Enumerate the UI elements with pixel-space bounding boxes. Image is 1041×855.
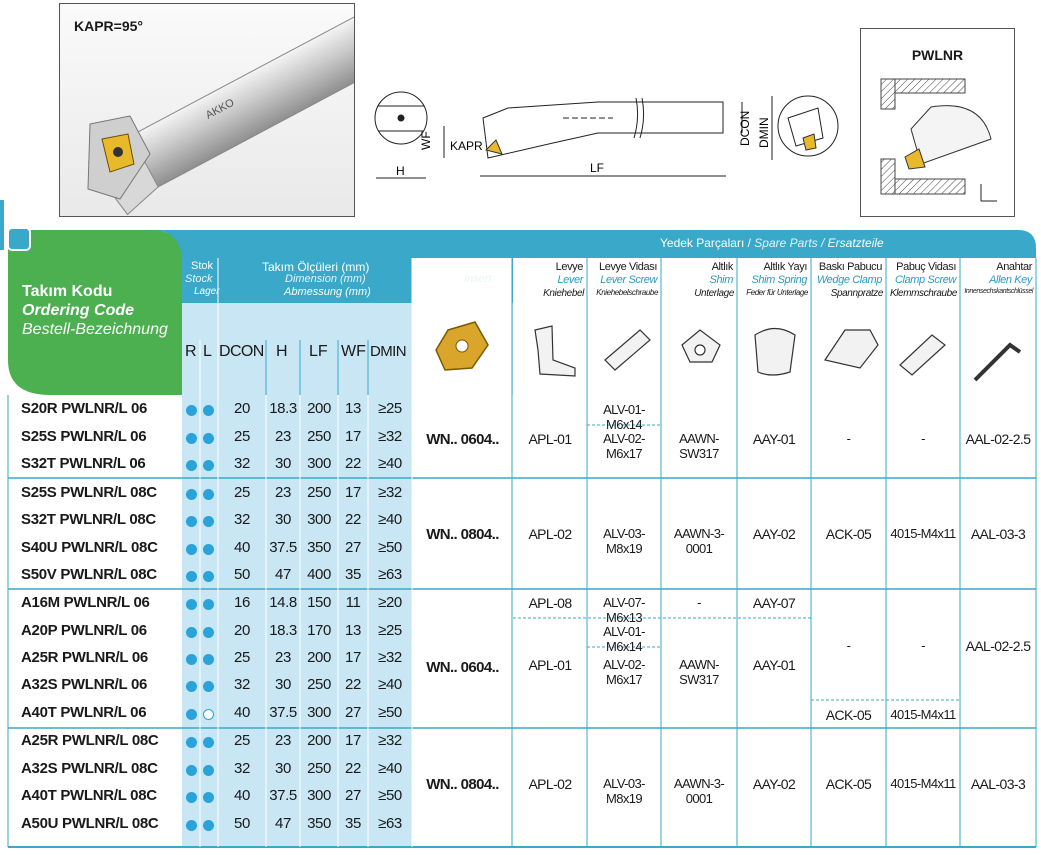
dim-wf: 17 — [345, 484, 361, 501]
stock-header-en: Stock — [185, 273, 213, 285]
stock-r-indicator — [186, 516, 197, 527]
dim-dcon: 50 — [234, 815, 250, 832]
wf-label: WF — [419, 131, 433, 150]
dim-wf: 17 — [345, 649, 361, 666]
dim-wf: 17 — [345, 428, 361, 445]
dim-lf: 150 — [307, 594, 331, 611]
col-r: R — [185, 343, 197, 360]
part-header-de: Unterlage — [694, 288, 734, 299]
dim-lf: 250 — [307, 760, 331, 777]
dim-h: 47 — [275, 815, 291, 832]
wedge-clamp-code: ACK-05 — [825, 707, 872, 723]
stock-l-indicator — [203, 765, 214, 776]
ordering-code: A25R PWLNR/L 06 — [21, 649, 148, 666]
stock-l-indicator — [203, 433, 214, 444]
allen-key-code: AAL-03-3 — [970, 526, 1026, 542]
shim-code: AAWN-SW317 — [679, 657, 719, 687]
part-header-en: Shim — [709, 274, 733, 286]
shim-code: AAWN-3-0001 — [673, 526, 725, 556]
lever-code: APL-01 — [528, 657, 572, 673]
col-l: L — [203, 343, 212, 360]
dim-dmin: ≥40 — [378, 676, 402, 693]
dim-dcon: 40 — [234, 787, 250, 804]
pwlnr-title: PWLNR — [911, 47, 964, 63]
lever-code: APL-01 — [528, 431, 572, 447]
clamp-screw-code: 4015-M4x11 — [890, 526, 956, 541]
dim-dmin: ≥20 — [378, 594, 402, 611]
wedge-clamp-code: ACK-05 — [825, 776, 872, 792]
insert-code: WN.. 0604.. — [426, 659, 499, 676]
lever-screw-code: ALV-01-M6x14 — [603, 624, 645, 654]
dim-dcon: 25 — [234, 732, 250, 749]
dim-h: 14.8 — [269, 594, 297, 611]
dim-wf: 11 — [345, 594, 361, 611]
dim-dmin: ≥32 — [378, 428, 402, 445]
lever-screw-code: ALV-01-M6x14 — [603, 402, 645, 432]
spare-header — [660, 236, 884, 250]
clamp-screw-code: - — [921, 638, 925, 653]
insert-code: WN.. 0804.. — [426, 776, 499, 793]
dim-h: 23 — [275, 428, 291, 445]
dim-lf: 200 — [307, 732, 331, 749]
part-header-tr: Altlık Yayı — [763, 261, 807, 273]
stock-l-indicator — [203, 405, 214, 416]
stock-l-indicator — [203, 571, 214, 582]
allen-key-code: AAL-02-2.5 — [965, 431, 1031, 447]
wedge-clamp-code: - — [846, 638, 851, 653]
part-header-en: Allen Key — [989, 274, 1032, 286]
dim-lf: 300 — [307, 704, 331, 721]
dim-lf: 350 — [307, 815, 331, 832]
dim-dmin: ≥50 — [378, 704, 402, 721]
part-header-de: Spannpratze — [830, 288, 883, 299]
dim-dcon: 32 — [234, 760, 250, 777]
dim-wf: 22 — [345, 511, 361, 528]
clamp-screw-code: 4015-M4x11 — [890, 776, 956, 791]
ordering-code: S32T PWLNR/L 08C — [21, 511, 156, 528]
ordering-code: S32T PWLNR/L 06 — [21, 455, 146, 472]
col-wf: WF — [341, 343, 366, 360]
allen-key-code: AAL-03-3 — [970, 776, 1026, 792]
part-header-tr: Levye Vidası — [599, 261, 657, 273]
col-h: H — [276, 343, 288, 360]
dim-dcon: 20 — [234, 400, 250, 417]
dim-wf: 35 — [345, 566, 361, 583]
shim-code: AAWN-SW317 — [679, 431, 719, 461]
dim-lf: 200 — [307, 649, 331, 666]
dim-h: 23 — [275, 484, 291, 501]
ordering-code: A16M PWLNR/L 06 — [21, 594, 150, 611]
ordering-code: A40T PWLNR/L 06 — [21, 704, 147, 721]
dim-wf: 35 — [345, 815, 361, 832]
shim-spring-code: AAY-01 — [752, 657, 796, 673]
wedge-clamp-code: ACK-05 — [825, 526, 872, 542]
lever-screw-code: ALV-03-M8x19 — [603, 526, 645, 556]
brand-mark: AKKO — [203, 96, 237, 122]
insert-code: WN.. 0804.. — [426, 526, 499, 543]
dim-wf: 13 — [345, 622, 361, 639]
stock-l-indicator — [203, 709, 214, 720]
dim-h: 37.5 — [269, 704, 297, 721]
dim-wf: 27 — [345, 539, 361, 556]
dim-h: 30 — [275, 455, 291, 472]
dim-dcon: 32 — [234, 676, 250, 693]
kapr-label: KAPR=95° — [74, 18, 144, 34]
ordering-code: A32S PWLNR/L 08C — [21, 760, 158, 777]
dim-wf: 22 — [345, 760, 361, 777]
dim-dmin: ≥40 — [378, 455, 402, 472]
ordering-code: A25R PWLNR/L 08C — [21, 732, 159, 749]
lever-screw-code: ALV-02-M6x17 — [603, 431, 645, 461]
dim-dcon: 40 — [234, 539, 250, 556]
dim-h: 47 — [275, 566, 291, 583]
dim-dmin: ≥50 — [378, 539, 402, 556]
insert-code: WN.. 0604.. — [426, 431, 499, 448]
dim-h: 18.3 — [269, 622, 297, 639]
insert-header-de: Wendeschneidplatte — [420, 286, 511, 297]
kapr-dim-label: KAPR — [450, 139, 483, 153]
stock-r-indicator — [186, 599, 197, 610]
dim-dcon: 25 — [234, 484, 250, 501]
stock-l-indicator — [203, 516, 214, 527]
code-header-de: Bestell-Bezeichnung — [22, 321, 168, 338]
allen-key-code: AAL-02-2.5 — [965, 638, 1031, 654]
stock-l-indicator — [203, 599, 214, 610]
stock-r-indicator — [186, 820, 197, 831]
part-header-de: Feder für Unterlage — [746, 288, 808, 297]
shim-spring-code: AAY-07 — [752, 595, 796, 611]
dim-lf: 170 — [307, 622, 331, 639]
part-header-de: Kniehebelschraube — [596, 288, 658, 297]
spare-header-de: Ersatzteile — [827, 236, 884, 250]
stock-r-indicator — [186, 460, 197, 471]
ordering-code: A20P PWLNR/L 06 — [21, 622, 147, 639]
dim-dmin: ≥25 — [378, 400, 402, 417]
dim-h: 23 — [275, 732, 291, 749]
part-header-en: Lever Screw — [600, 274, 657, 286]
part-header-en: Shim Spring — [751, 274, 807, 286]
ordering-code: S40U PWLNR/L 08C — [21, 539, 158, 556]
dim-dmin: ≥40 — [378, 760, 402, 777]
part-header-de: Innensechskantschlüssel — [964, 288, 1033, 295]
stock-r-indicator — [186, 792, 197, 803]
col-dcon: DCON — [219, 343, 264, 360]
stock-l-indicator — [203, 681, 214, 692]
part-header-en: Lever — [557, 274, 583, 286]
part-header-tr: Levye — [555, 261, 583, 273]
dim-h: 30 — [275, 760, 291, 777]
dim-wf: 22 — [345, 455, 361, 472]
dim-lf: 300 — [307, 787, 331, 804]
part-header-tr: Pabuç Vidası — [896, 261, 956, 273]
dim-dcon: 32 — [234, 511, 250, 528]
ordering-code: S20R PWLNR/L 06 — [21, 400, 148, 417]
stock-l-indicator — [203, 654, 214, 665]
dim-lf: 400 — [307, 566, 331, 583]
stock-r-indicator — [186, 681, 197, 692]
dim-dmin: ≥40 — [378, 511, 402, 528]
ordering-code: S50V PWLNR/L 08C — [21, 566, 157, 583]
stock-r-indicator — [186, 765, 197, 776]
spare-header-tr: Yedek Parçaları / — [660, 236, 751, 250]
col-lf: LF — [309, 343, 328, 360]
lever-code: APL-02 — [528, 776, 572, 792]
dim-wf: 17 — [345, 732, 361, 749]
dims-header-de: Abmessung (mm) — [284, 286, 371, 298]
shim-code: AAWN-3-0001 — [673, 776, 725, 806]
dim-dmin: ≥32 — [378, 484, 402, 501]
dim-dcon: 32 — [234, 455, 250, 472]
ordering-code: S25S PWLNR/L 06 — [21, 428, 147, 445]
lever-screw-code: ALV-03-M8x19 — [603, 776, 645, 806]
dim-dmin: ≥63 — [378, 815, 402, 832]
dim-h: 18.3 — [269, 400, 297, 417]
lever-screw-code: ALV-02-M6x17 — [603, 657, 645, 687]
dim-dcon: 25 — [234, 649, 250, 666]
code-header-tr: Takım Kodu — [22, 283, 113, 300]
stock-l-indicator — [203, 820, 214, 831]
stock-header-de: Lager — [194, 286, 220, 297]
stock-r-indicator — [186, 571, 197, 582]
dim-h: 30 — [275, 511, 291, 528]
lever-code: APL-02 — [528, 526, 572, 542]
dim-dmin: ≥25 — [378, 622, 402, 639]
dim-lf: 250 — [307, 676, 331, 693]
insert-header-en: Insert — [464, 273, 492, 285]
dims-header-en: Dimension (mm) — [285, 273, 366, 285]
dim-h: 37.5 — [269, 787, 297, 804]
dim-wf: 27 — [345, 787, 361, 804]
clamp-screw-code: 4015-M4x11 — [890, 707, 956, 722]
stock-l-indicator — [203, 489, 214, 500]
lever-code: APL-08 — [528, 595, 572, 611]
stock-l-indicator — [203, 544, 214, 555]
dim-dcon: 40 — [234, 704, 250, 721]
dims-header-tr: Takım Ölçüleri (mm) — [262, 260, 370, 274]
part-header-en: Wedge Clamp — [816, 274, 882, 286]
dim-h: 37.5 — [269, 539, 297, 556]
col-dmin: DMIN — [370, 343, 406, 360]
stock-r-indicator — [186, 433, 197, 444]
stock-r-indicator — [186, 709, 197, 720]
dim-wf: 27 — [345, 704, 361, 721]
ordering-code: A32S PWLNR/L 06 — [21, 676, 148, 693]
dim-wf: 22 — [345, 676, 361, 693]
ordering-code: S25S PWLNR/L 08C — [21, 484, 157, 501]
ordering-code: A40T PWLNR/L 08C — [21, 787, 157, 804]
dim-dcon: 25 — [234, 428, 250, 445]
dim-lf: 350 — [307, 539, 331, 556]
stock-l-indicator — [203, 460, 214, 471]
part-header-tr: Altlık — [711, 261, 733, 273]
stock-l-indicator — [203, 627, 214, 638]
dim-lf: 200 — [307, 400, 331, 417]
insert-header-tr: Kesici Uç — [444, 260, 495, 274]
lever-screw-code: ALV-07-M6x13 — [603, 595, 645, 625]
dim-h: 23 — [275, 649, 291, 666]
stock-header-tr: Stok — [191, 260, 214, 272]
dcon-dim-label: DCON — [738, 110, 752, 146]
wedge-clamp-code: - — [846, 431, 851, 446]
part-header-tr: Anahtar — [996, 261, 1032, 273]
part-header-tr: Baskı Pabucu — [818, 261, 882, 273]
dim-dcon: 20 — [234, 622, 250, 639]
dim-dmin: ≥50 — [378, 787, 402, 804]
dim-lf: 300 — [307, 455, 331, 472]
h-dim-label: H — [396, 164, 405, 178]
lf-dim-label: LF — [590, 161, 605, 175]
dim-wf: 13 — [345, 400, 361, 417]
code-header-en: Ordering Code — [22, 302, 135, 319]
stock-r-indicator — [186, 544, 197, 555]
ordering-code: A50U PWLNR/L 08C — [21, 815, 159, 832]
clamp-screw-code: - — [921, 431, 925, 446]
stock-r-indicator — [186, 405, 197, 416]
dmin-dim-label: DMIN — [757, 117, 771, 148]
dim-lf: 250 — [307, 428, 331, 445]
dim-lf: 250 — [307, 484, 331, 501]
stock-r-indicator — [186, 489, 197, 500]
part-header-de: Kniehebel — [543, 288, 584, 299]
dim-dmin: ≥32 — [378, 732, 402, 749]
shim-spring-code: AAY-01 — [752, 431, 796, 447]
stock-r-indicator — [186, 654, 197, 665]
dim-lf: 300 — [307, 511, 331, 528]
part-header-de: Klemmschraube — [889, 288, 957, 299]
dim-h: 30 — [275, 676, 291, 693]
shim-code: - — [697, 595, 701, 610]
dim-dmin: ≥63 — [378, 566, 402, 583]
part-header-en: Clamp Screw — [894, 274, 956, 286]
stock-l-indicator — [203, 737, 214, 748]
shim-spring-code: AAY-02 — [752, 776, 796, 792]
stock-r-indicator — [186, 737, 197, 748]
dim-dcon: 16 — [234, 594, 250, 611]
shim-spring-code: AAY-02 — [752, 526, 796, 542]
dim-dmin: ≥32 — [378, 649, 402, 666]
stock-r-indicator — [186, 627, 197, 638]
stock-l-indicator — [203, 792, 214, 803]
dim-dcon: 50 — [234, 566, 250, 583]
spare-header-en: Spare Parts / — [754, 236, 825, 250]
